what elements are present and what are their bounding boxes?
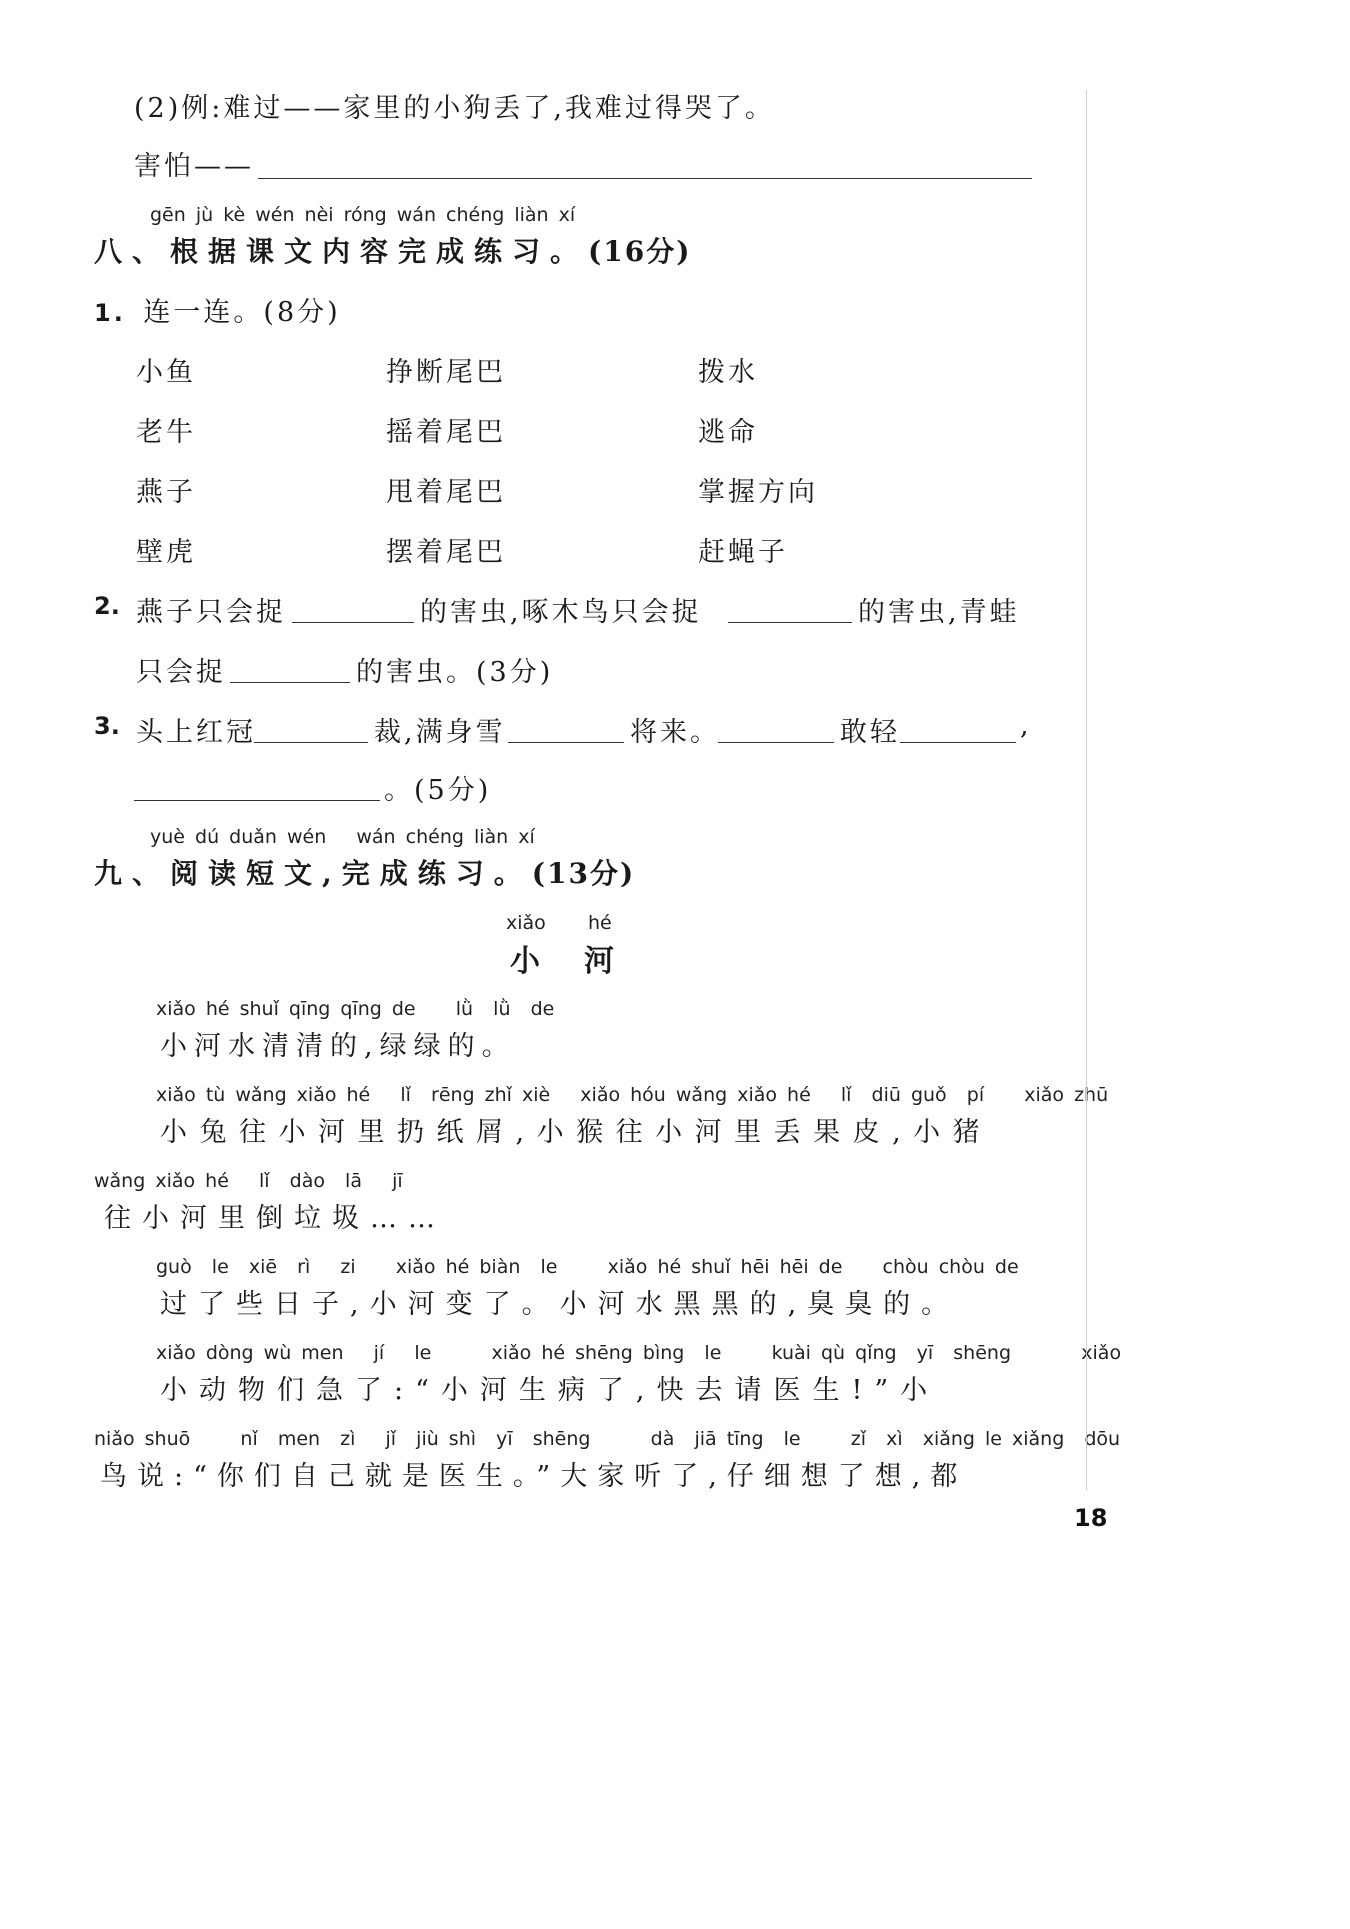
q3-text-c: 将来。	[630, 717, 720, 748]
q2-text-b: 的害虫,啄木鸟只会捉	[420, 597, 702, 628]
story-title: 小河	[510, 944, 658, 979]
match-right-4[interactable]: 赶蝇子	[698, 537, 788, 568]
passage-line-4-pinyin: guò le xiē rì zi xiǎo hé biàn le xiǎo hé shuǐ hēi hēi de chòu chòu de	[156, 1256, 1019, 1278]
passage-line-6: 鸟说:“你们自己就是医生。”大家听了,仔细想了想,都	[100, 1461, 968, 1492]
passage-line-3: 往小河里倒垃圾……	[104, 1203, 446, 1234]
q2-prompt: 害怕——	[134, 151, 254, 182]
match-left-4[interactable]: 壁虎	[136, 537, 196, 568]
passage-line-5-pinyin: xiǎo dòng wù men jí le xiǎo hé shēng bìng le kuài qù qǐng yī shēng xiǎo	[156, 1342, 1122, 1364]
answer-line-fear[interactable]	[258, 178, 1032, 179]
q3-text-b: 裁,满身雪	[374, 717, 506, 748]
q2-text-d: 只会捉	[136, 657, 226, 688]
match-mid-1[interactable]: 挣断尾巴	[386, 357, 506, 388]
q3-blank-3[interactable]	[718, 742, 834, 743]
q2-blank-3[interactable]	[230, 682, 350, 683]
q3-text-e: ,	[1020, 710, 1032, 741]
q2-text-c: 的害虫,青蛙	[858, 597, 1020, 628]
q3-blank-2[interactable]	[508, 742, 624, 743]
match-right-2[interactable]: 逃命	[698, 417, 758, 448]
match-left-3[interactable]: 燕子	[136, 477, 196, 508]
section8-heading	[94, 230, 691, 270]
q3-number: 3.	[94, 712, 120, 740]
passage-line-2: 小兔往小河里扔纸屑,小猴往小河里丢果皮,小猪	[160, 1117, 993, 1148]
passage-line-2-pinyin: xiǎo tù wǎng xiǎo hé lǐ rēng zhǐ xiè xiǎo hóu wǎng xiǎo hé lǐ diū guǒ pí xiǎo zhū	[156, 1084, 1109, 1106]
passage-line-1: 小河水清清的,绿绿的。	[160, 1031, 516, 1062]
passage-line-1-pinyin: xiǎo hé shuǐ qīng qīng de lǜ lǜ de	[156, 998, 555, 1020]
q2-text-a: 燕子只会捉	[136, 597, 286, 628]
section8-score: (16分)	[588, 235, 692, 268]
q3-text-d: 敢轻	[840, 717, 900, 748]
q2-blank-1[interactable]	[292, 622, 414, 623]
story-title-pinyin-1: xiǎo	[506, 912, 546, 934]
match-left-2[interactable]: 老牛	[136, 417, 196, 448]
section9-heading	[94, 852, 635, 892]
match-mid-4[interactable]: 摆着尾巴	[386, 537, 506, 568]
q3-text-f: 。(5分)	[384, 775, 492, 806]
q1-text: 连一连。(8分)	[143, 297, 341, 328]
q3-text-a: 头上红冠	[136, 717, 256, 748]
q3-blank-5[interactable]	[134, 800, 380, 801]
match-right-1[interactable]: 拨水	[698, 357, 758, 388]
section9-score: (13分)	[531, 857, 636, 890]
section8-pinyin: gēn jù kè wén nèi róng wán chéng liàn xí	[150, 204, 576, 226]
match-mid-2[interactable]: 摇着尾巴	[386, 417, 506, 448]
section9-title: 九、阅读短文,完成练习。	[94, 857, 532, 890]
passage-line-5: 小动物们急了:“小河生病了,快去请医生!”小	[160, 1375, 940, 1406]
passage-line-6-pinyin: niǎo shuō nǐ men zì jǐ jiù shì yī shēng dà jiā tīng le zǐ xì xiǎng le xiǎng dōu	[94, 1428, 1121, 1450]
q2-example: (2)例:难过——家里的小狗丢了,我难过得哭了。	[134, 93, 775, 124]
match-right-3[interactable]: 掌握方向	[698, 477, 818, 508]
passage-line-3-pinyin: wǎng xiǎo hé lǐ dào lā jī	[94, 1170, 403, 1192]
q2-blank-2[interactable]	[728, 622, 852, 623]
q3-blank-1[interactable]	[254, 742, 368, 743]
section8-title: 八、根据课文内容完成练习。	[94, 235, 589, 268]
section9-pinyin: yuè dú duǎn wén wán chéng liàn xí	[150, 826, 535, 848]
match-mid-3[interactable]: 甩着尾巴	[386, 477, 506, 508]
q1	[94, 290, 341, 329]
margin-rule	[1086, 90, 1087, 1490]
passage-line-4: 过了些日子,小河变了。小河水黑黑的,臭臭的。	[160, 1289, 960, 1320]
page-number: 18	[1074, 1504, 1108, 1532]
q1-number: 1.	[94, 299, 126, 327]
q2-number: 2.	[94, 592, 120, 620]
q3-blank-4[interactable]	[900, 742, 1016, 743]
story-title-pinyin-2: hé	[588, 912, 612, 934]
match-left-1[interactable]: 小鱼	[136, 357, 196, 388]
q2-text-e: 的害虫。(3分)	[356, 657, 554, 688]
